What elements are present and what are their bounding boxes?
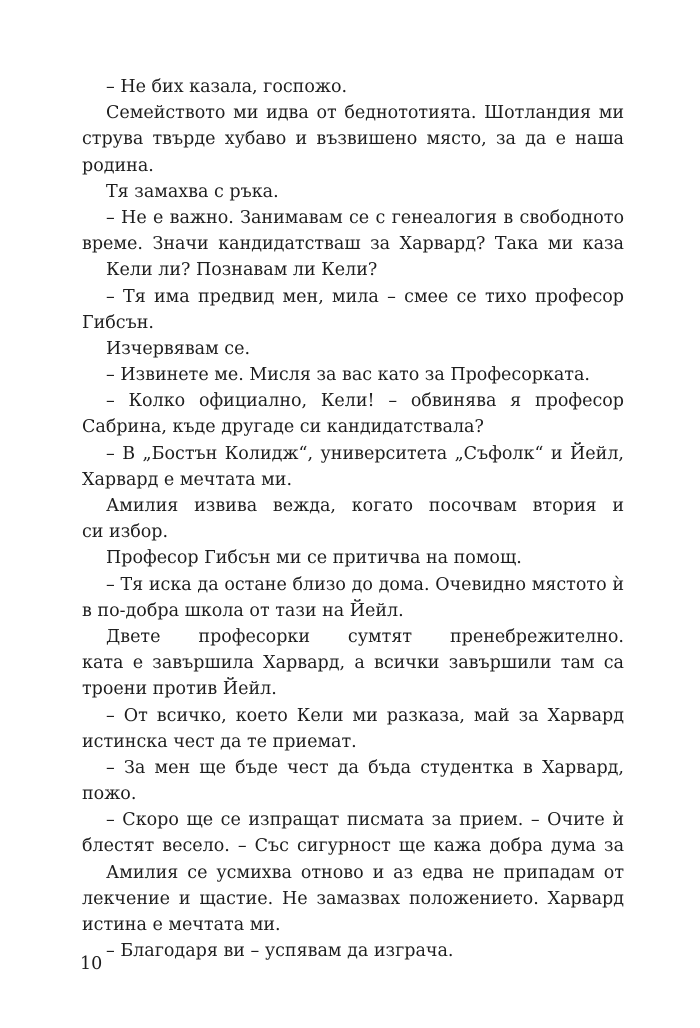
text-line: време. Значи кандидатстваш за Харвард? Така ми каза xyxy=(82,234,624,255)
text-line: – Благодаря ви – успявам да изграча. xyxy=(106,941,454,962)
text-line: – От всичко, което Кели ми разказа, май за Харвард xyxy=(106,705,624,726)
text-line: Кели ли? Познавам ли Кели? xyxy=(106,260,378,281)
text-line: Двете професорки сумтят пренебрежително. xyxy=(106,626,624,647)
text-line: Харвард е мечтата ми. xyxy=(82,469,293,490)
text-line: – Скоро ще се изпращат писмата за прием. – Очите ѝ xyxy=(106,810,624,831)
text-line: блестят весело. – Със сигурност ще кажа добра дума за xyxy=(82,836,624,857)
text-line: – Не е важно. Занимавам се с генеалогия в свободното xyxy=(106,207,624,228)
text-line: струва твърде хубаво и възвишено място, за да е наша xyxy=(82,129,624,150)
text-line: – Извинете ме. Мисля за вас като за Професорката. xyxy=(106,365,590,386)
text-line: – Тя иска да остане близо до дома. Очевидно мястото ѝ xyxy=(106,574,624,595)
text-line: си избор. xyxy=(82,522,169,543)
text-line: троени против Йейл. xyxy=(82,679,277,700)
text-line: истина е мечтата ми. xyxy=(82,915,281,935)
text-line: Тя замахва с ръка. xyxy=(106,181,279,202)
text-line: – За мен ще бъде чест да бъда студентка в Харвард, xyxy=(106,757,624,778)
text-line: лекчение и щастие. Не замазвах положението. Харвард xyxy=(82,888,624,909)
text-line: в по-добра школа от тази на Йейл. xyxy=(82,600,404,621)
text-line: Гибсън. xyxy=(82,312,154,333)
text-line: родина. xyxy=(82,155,154,176)
text-line: ката е завършила Харвард, а всички завършили там са xyxy=(82,653,624,674)
text-line: – В „Бостън Колидж“, университета „Съфолк“ и Йейл, xyxy=(106,443,624,464)
body-text xyxy=(82,74,624,964)
text-line: истинска чест да те приемат. xyxy=(82,731,357,752)
text-line: Амилия извива вежда, когато посочвам втория и xyxy=(106,496,624,516)
text-line: – Тя има предвид мен, мила – смее се тихо професор xyxy=(106,286,624,307)
text-line: Изчервявам се. xyxy=(106,338,251,359)
text-line: Сабрина, къде другаде си кандидатствала? xyxy=(82,417,484,438)
text-line: Професор Гибсън ми се притичва на помощ. xyxy=(106,548,522,569)
page-number: 10 xyxy=(80,954,103,974)
text-line: пожо. xyxy=(82,784,137,805)
text-line: – Не бих казала, госпожо. xyxy=(106,77,348,97)
text-line: – Колко официално, Кели! – обвинява я професор xyxy=(106,391,624,412)
text-line: Амилия се усмихва отново и аз едва не припадам от xyxy=(106,862,624,883)
text-line: Семейството ми идва от беднототията. Шотландия ми xyxy=(106,103,624,124)
